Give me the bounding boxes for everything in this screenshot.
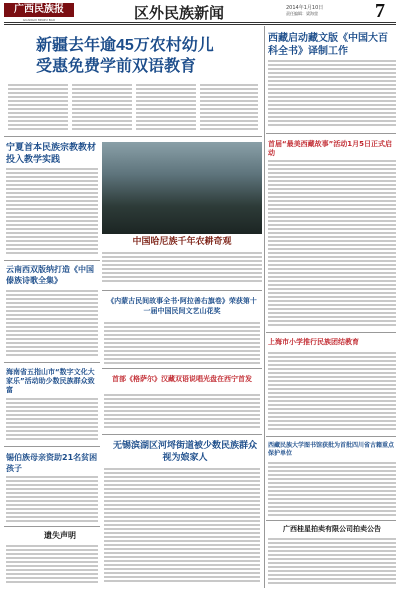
tibet-headline: 西藏启动藏文版《中国大百科全书》译制工作	[268, 33, 388, 57]
lead-headline-2: 受惠免费学前双语教育	[36, 58, 197, 75]
notice-body	[6, 545, 98, 585]
paper-pinyin: GUANGXI MINZU BAO	[22, 18, 56, 22]
yunnan-divider	[4, 362, 100, 363]
hainan-headline: 海南省五指山市“数字文化大家乐”活动助少数民族群众致富	[6, 368, 95, 394]
photo-divider	[102, 290, 262, 291]
qinghai-headline: 首部《格萨尔》汉藏双语说唱光盘在西宁首发	[112, 375, 252, 383]
yunnan-body	[6, 290, 98, 360]
lead-headline-1: 新疆去年逾45万农村幼儿	[36, 37, 214, 54]
notice-headline: 遗失声明	[44, 531, 76, 540]
inner-mongolia-divider	[102, 368, 262, 369]
photo-caption-title: 中国哈尼族千年农耕奇观	[132, 237, 232, 247]
xizang-university-body	[268, 462, 396, 518]
qinghai-body	[104, 394, 260, 432]
inner-mongolia-headline: 《内蒙古民间故事全书·阿拉善右旗卷》荣获第十一届中国民间文艺山花奖	[107, 297, 257, 315]
qinghai-divider	[102, 434, 262, 435]
wuxi-body	[104, 468, 260, 586]
wuxi-headline: 无锡滨湖区河埒街道被少数民族群众视为娘家人	[112, 441, 257, 463]
shanghai-headline: 上海市小学推行民族团结教育	[268, 338, 359, 346]
hubei-headline: 锡伯族母亲资助21名贫困孩子	[6, 453, 98, 473]
shanghai-divider	[266, 436, 396, 437]
paper-name: 广西民族报	[14, 4, 64, 15]
issue-date: 2014年1月10日	[286, 5, 324, 11]
lead-body-col-1	[8, 84, 68, 134]
announcement-headline: 广西桂星拍卖有限公司拍卖公告	[283, 525, 381, 533]
tibet-body	[268, 60, 396, 130]
inner-mongolia-body	[104, 322, 260, 366]
shanghai-body	[268, 352, 396, 434]
xizang-university-divider	[266, 520, 396, 521]
lead-body-col-3	[136, 84, 196, 134]
hubei-divider	[4, 526, 100, 527]
tibet-story-divider	[266, 332, 396, 333]
hainan-divider	[4, 446, 100, 447]
ningxia-body	[6, 168, 98, 256]
tibet-story-body	[268, 160, 396, 330]
ningxia-headline: 宁夏首本民族宗教教材投入教学实践	[6, 143, 97, 165]
section-title: 区外民族新闻	[134, 4, 225, 22]
right-column-divider	[264, 26, 265, 588]
masthead-logo	[4, 3, 74, 17]
announcement-body	[268, 538, 396, 586]
yunnan-headline: 云南西双版纳打造《中国傣族诗歌全集》	[6, 265, 94, 285]
ningxia-divider	[4, 260, 100, 261]
page-number: 7	[375, 0, 385, 22]
tibet-divider	[266, 133, 396, 134]
lead-body-col-2	[72, 84, 132, 134]
lead-divider	[4, 136, 262, 137]
masthead-rule	[4, 22, 396, 23]
tibet-story-headline: 首届“最美西藏故事”活动1月5日正式启动	[268, 140, 392, 157]
hubei-body	[6, 476, 98, 524]
masthead-rule-2	[4, 24, 396, 25]
lead-body-col-4	[200, 84, 258, 134]
photo-caption-body	[102, 252, 262, 286]
hani-terrace-photo	[102, 142, 262, 234]
editor-label: 责任编辑：梁海萤	[286, 11, 318, 16]
xizang-university-headline: 西藏民族大学图书馆获批为首批四川省古籍重点保护单位	[268, 442, 395, 457]
hainan-body	[6, 398, 98, 444]
